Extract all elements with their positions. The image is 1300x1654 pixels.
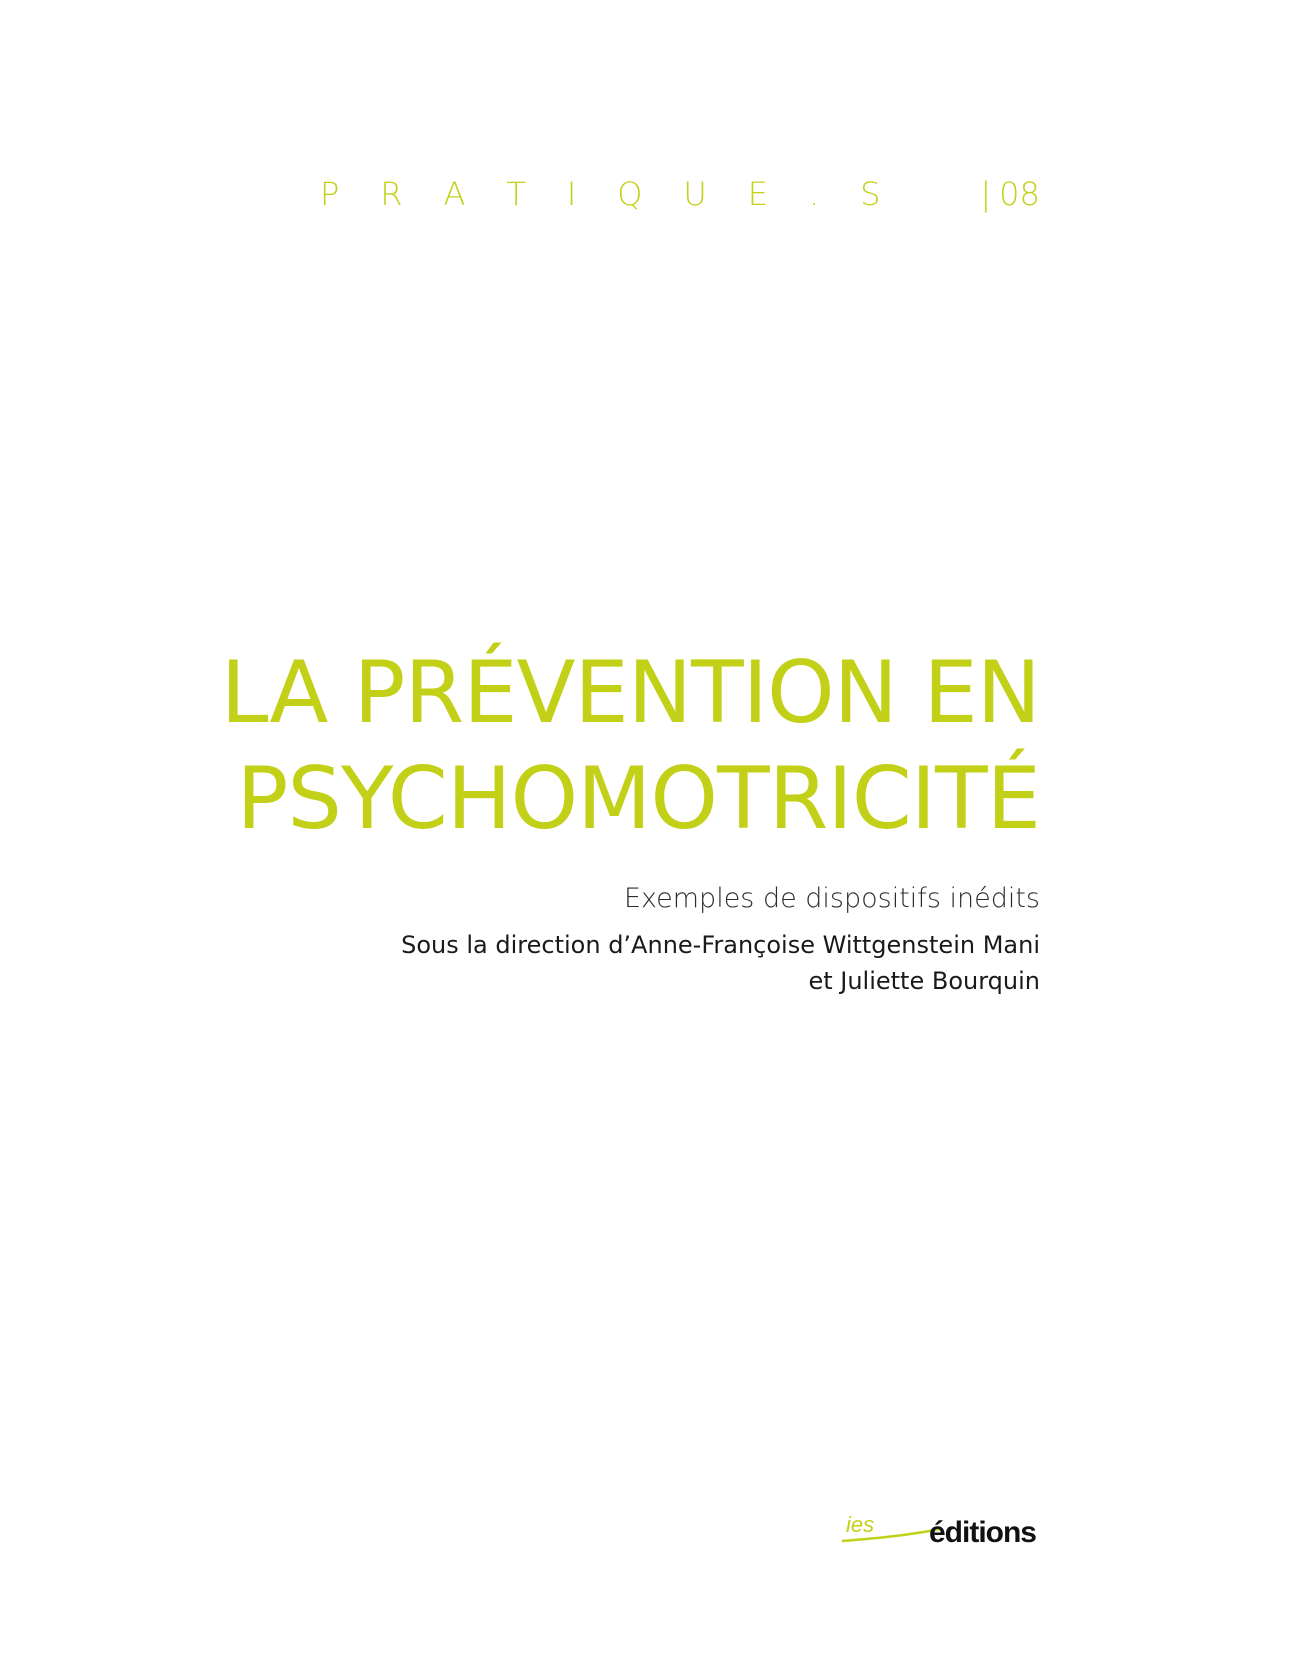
title-line-1: LA PRÉVENTION EN [220,643,1040,743]
series-number: 08 [999,175,1040,213]
series-letter: . [808,175,820,213]
series-letter: I [566,175,577,213]
series-letter: E [747,175,769,213]
series-letter: P [320,175,340,213]
series-label [320,175,1040,213]
series-letter: T [506,175,526,213]
series-letter: A [443,175,466,213]
editors-credit [401,927,1040,999]
logo-prefix: ies [846,1512,875,1537]
editors-line-2: et Juliette Bourquin [808,967,1040,995]
series-letter: S [860,175,881,213]
series-gap [921,178,939,210]
series-letter: Q [617,175,643,213]
ies-editions-logo [840,1508,1040,1548]
logo-name: éditions [928,1516,1036,1548]
title-line-2: PSYCHOMOTRICITÉ [236,749,1040,849]
series-separator: | [980,175,992,213]
book-title [200,640,1040,852]
series-letter: U [683,175,707,213]
series-number-group [980,175,1040,213]
editors-line-1: Sous la direction d’Anne-Françoise Wittgenstein Mani [401,931,1040,959]
book-subtitle: Exemples de dispositifs inédits [623,883,1040,914]
series-letter: R [380,175,403,213]
